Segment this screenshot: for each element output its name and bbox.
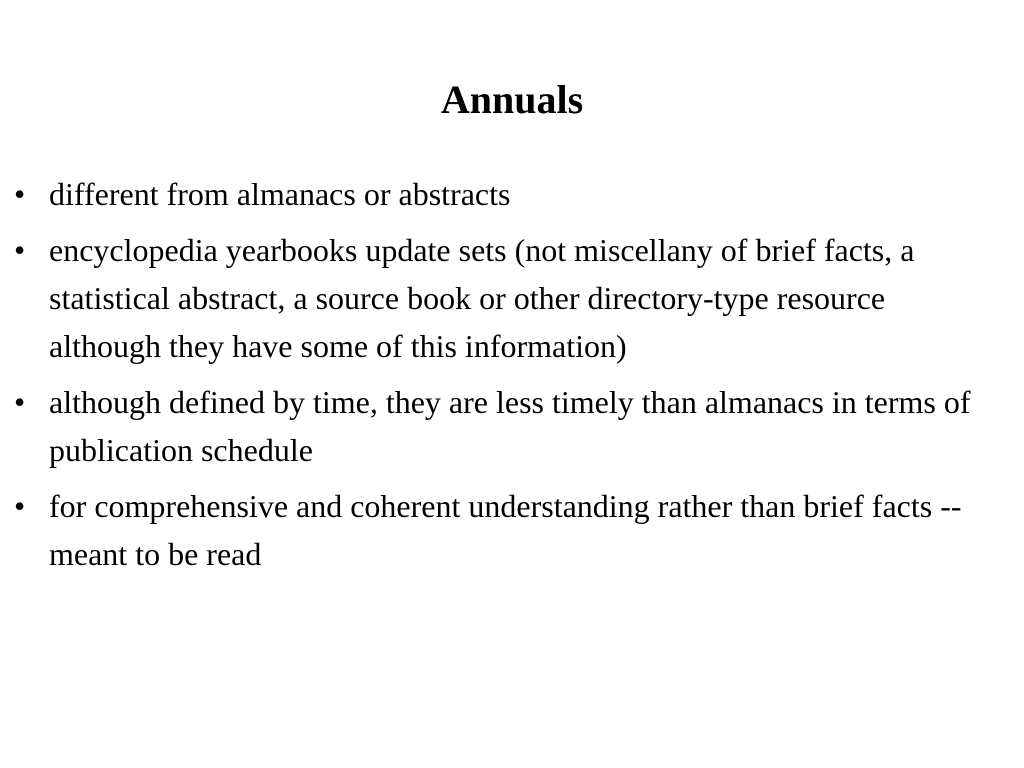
bullet-item bbox=[14, 226, 999, 370]
bullet-text: encyclopedia yearbooks update sets (not miscellany of brief facts, a statistical abstract, a source book or other directory-type resource although they have some of this information) bbox=[49, 232, 915, 364]
bullet-icon: • bbox=[14, 488, 26, 524]
bullet-icon: • bbox=[14, 176, 26, 212]
bullet-icon: • bbox=[14, 232, 26, 268]
slide-title: Annuals bbox=[440, 77, 584, 122]
bullet-item bbox=[14, 378, 999, 474]
bullet-list bbox=[14, 170, 999, 586]
bullet-item bbox=[14, 482, 999, 578]
bullet-text: although defined by time, they are less timely than almanacs in terms of publication schedule bbox=[49, 384, 971, 468]
bullet-text: for comprehensive and coherent understanding rather than brief facts -- meant to be read bbox=[49, 488, 962, 572]
bullet-item bbox=[14, 170, 999, 218]
bullet-text: different from almanacs or abstracts bbox=[49, 176, 511, 212]
bullet-icon: • bbox=[14, 384, 26, 420]
